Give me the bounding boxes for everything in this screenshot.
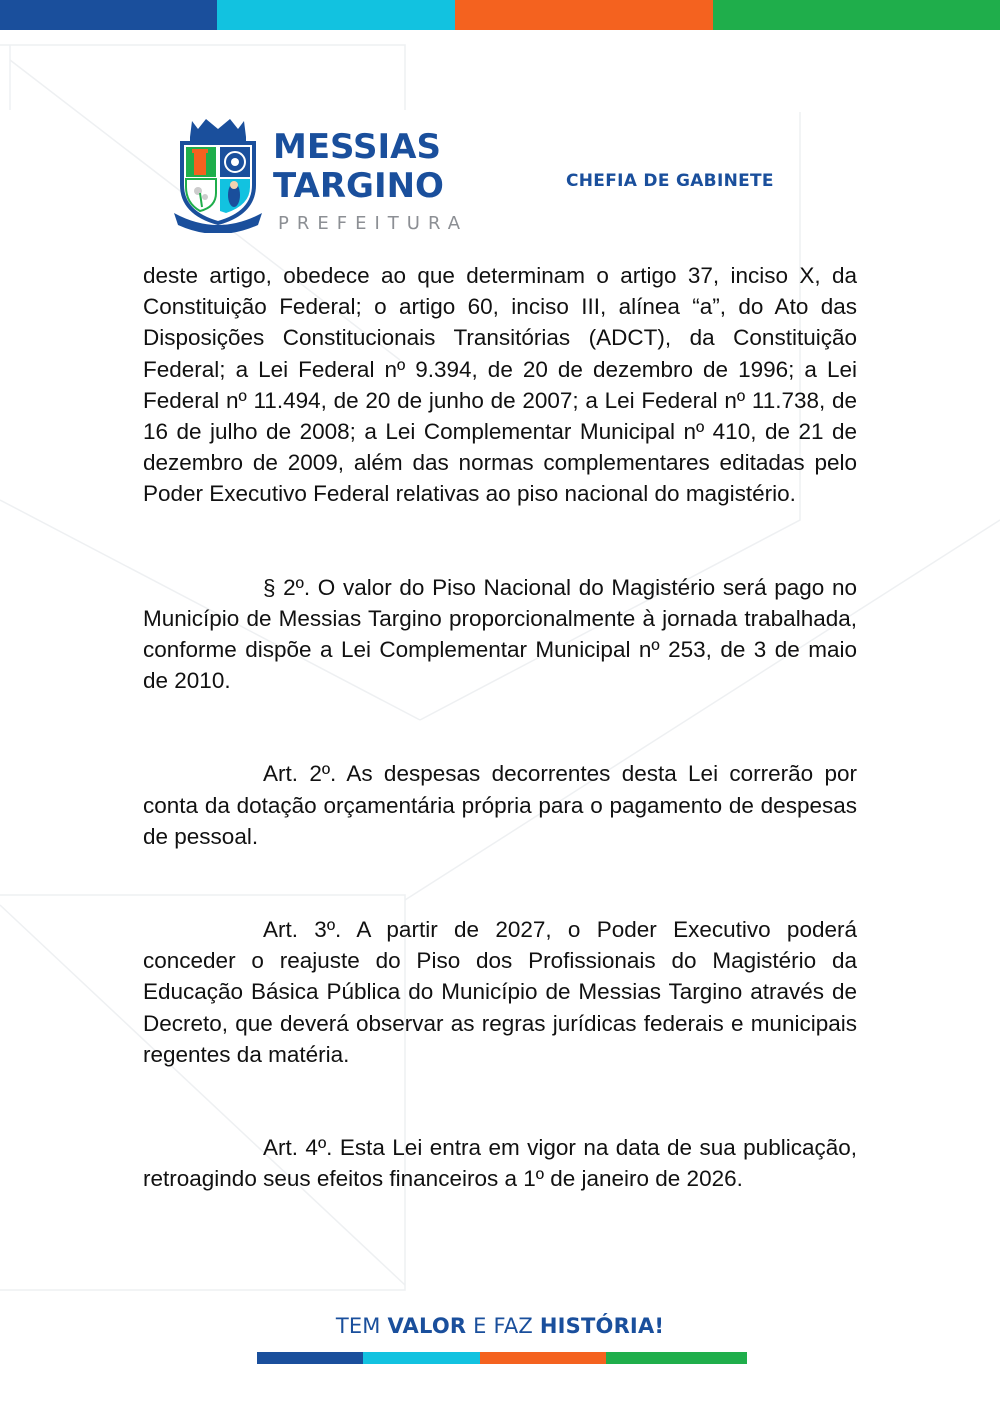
department-title: CHEFIA DE GABINETE: [566, 171, 774, 191]
letterhead: [170, 115, 830, 240]
paragraph-1: deste artigo, obedece ao que determinam o artigo 37, inciso X, da Constituição Federal; o artigo 60, inciso III, alínea “a”, do Ato das Disposições Constitucionais Transitórias (ADCT), da Constituição Federal; a Lei Federal nº 9.394, de 20 de dezembro de 1996; a Lei Federal nº 11.494, de 20 de junho de 2007; a Lei Federal nº 11.738, de 16 de julho de 2008; a Lei Complementar Municipal nº 410, de 21 de dezembro de 2009, além das normas complementares editadas pelo Poder Executivo Federal relativas ao piso nacional do magistério.: [143, 263, 857, 507]
paragraph-art-4: Art. 4º. Esta Lei entra em vigor na data de sua publicação, retroagindo seus efeitos financeiros a 1º de janeiro de 2026.: [143, 1135, 857, 1192]
brand-name-messias: MESSIAS: [273, 127, 441, 167]
slogan-part-3: E FAZ: [466, 1314, 540, 1338]
stripe-orange-bottom: [480, 1352, 606, 1364]
brand-subtitle: PREFEITURA: [278, 213, 469, 234]
paragraph-section-2: § 2º. O valor do Piso Nacional do Magistério será pago no Município de Messias Targino proporcionalmente à jornada trabalhada, conforme dispõe a Lei Complementar Municipal nº 253, de 3 de maio de 2010.: [143, 574, 857, 694]
slogan-part-2: VALOR: [387, 1314, 467, 1338]
paragraph-art-3: Art. 3º. A partir de 2027, o Poder Executivo poderá conceder o reajuste do Piso dos Profissionais do Magistério da Educação Básica Pública do Município de Messias Targino através de Decreto, que deverá observar as regras jurídicas federais e municipais regentes da matéria.: [143, 917, 857, 1067]
stripe-blue-bottom: [257, 1352, 363, 1364]
stripe-orange: [455, 0, 713, 30]
coat-of-arms-icon: [170, 115, 266, 233]
stripe-green: [713, 0, 1000, 30]
bottom-color-stripe: [257, 1352, 747, 1364]
footer-slogan: [0, 1314, 1000, 1338]
stripe-cyan: [217, 0, 455, 30]
slogan-part-1: TEM: [335, 1314, 388, 1338]
slogan-part-4: HISTÓRIA!: [539, 1314, 665, 1338]
stripe-green-bottom: [606, 1352, 747, 1364]
stripe-blue: [0, 0, 217, 30]
top-color-stripe: [0, 0, 1000, 30]
brand-name-targino: TARGINO: [273, 166, 444, 206]
paragraph-art-2: Art. 2º. As despesas decorrentes desta Lei correrão por conta da dotação orçamentária própria para o pagamento de despesas de pessoal.: [143, 761, 857, 849]
stripe-cyan-bottom: [363, 1352, 480, 1364]
document-body: [143, 260, 857, 1194]
